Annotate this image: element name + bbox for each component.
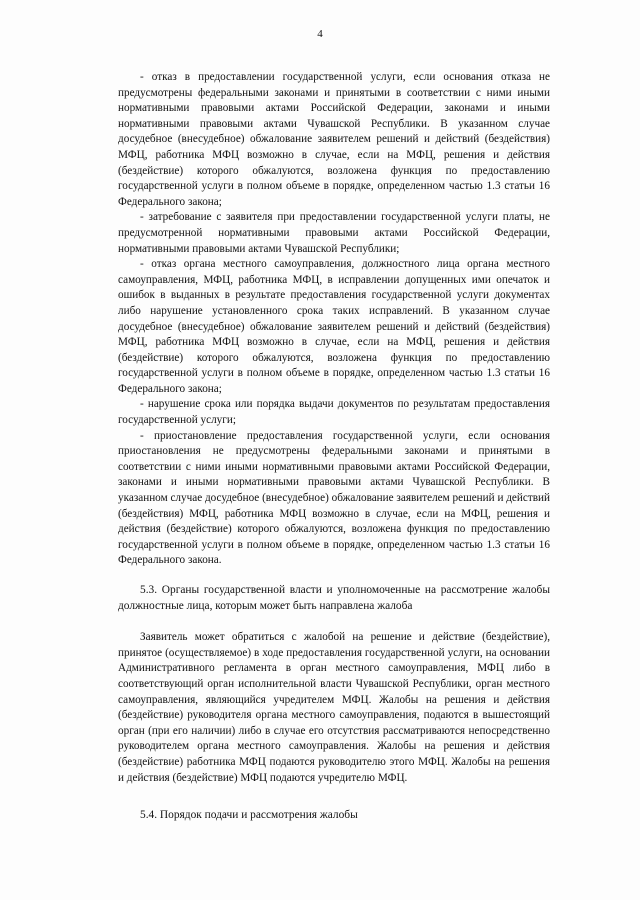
paragraph-fee-demand: - затребование с заявителя при предоставлении государственной услуги платы, не предусмотренной нормативными правовыми актами Российской Федерации, нормативными правовыми актами Чувашской Республики; [118, 211, 550, 255]
section-5-3-body: Заявитель может обратиться с жалобой на решение и действие (бездействие), принятое (осуществляемое) в ходе предоставления государственной услуги, на основании Административного регламента в орган местного самоуправления, МФЦ либо в соответствующий орган исполнительной власти Чувашской Республики, орган местного самоуправления, являющийся учредителем МФЦ. Жалобы на решения и действия (бездействие) руководителя органа местного самоуправления, подаются в вышестоящий орган (при его наличии) либо в случае его отсутствия рассматриваются непосредственно руководителем органа местного самоуправления. Жалобы на решения и действия (бездействие) работника МФЦ подаются руководителю этого МФЦ. Жалобы на решения и действия (бездействие) МФЦ подаются учредителю МФЦ. [118, 631, 550, 784]
paragraph-suspension: - приостановление предоставления государственной услуги, если основания приостановления не предусмотрены федеральными законами и принятыми в соответствии с ними иными нормативными правовыми актами Российской Федерации, законами и иными нормативными правовыми актами Чувашской Республики. В указанном случае досудебное (внесудебное) обжалование заявителем решений и действий (бездействия) МФЦ, работника МФЦ возможно в случае, если на МФЦ, решения и действия (бездействие) которого обжалуются, возложена функция по предоставлению государственной услуги в полном объеме в порядке, определенном частью 1.3 статьи 16 Федерального закона. [118, 429, 550, 567]
paragraph-deadline-violation: - нарушение срока или порядка выдачи документов по результатам предоставления государственной услуги; [118, 398, 550, 427]
section-5-3-heading: 5.3. Органы государственной власти и уполномоченные на рассмотрение жалобы должностные лица, которым может быть направлена жалоба [118, 584, 550, 612]
paragraph-refusal: - отказ в предоставлении государственной услуги, если основания отказа не предусмотрены федеральными законами и принятыми в соответствии с ними иными нормативными правовыми актами Российской Федерации, законами и иными нормативными правовыми актами Чувашской Республики. В указанном случае досудебное (внесудебное) обжалование заявителем решений и действий (бездействия) МФЦ, работника МФЦ возможно в случае, если на МФЦ, решения и действия (бездействие) которого обжалуются, возложена функция по предоставлению государственной услуги в полном объеме в порядке, определенном частью 1.3 статьи 16 Федерального закона; [118, 71, 550, 208]
page-number: 4 [317, 28, 323, 40]
paragraph-correction-refusal: - отказ органа местного самоуправления, должностного лица органа местного самоуправления, МФЦ, работника МФЦ, в исправлении допущенных ими опечаток и ошибок в выданных в результате предоставления государственной услуги документах либо нарушение установленного срока таких исправлений. В указанном случае досудебное (внесудебное) обжалование заявителем решений и действий (бездействия) МФЦ, работника МФЦ возможно в случае, если на МФЦ, решения и действия (бездействие) которого обжалуются, возложена функция по предоставлению государственной услуги в полном объеме в порядке, определенном частью 1.3 статьи 16 Федерального закона; [118, 258, 550, 395]
document-body [118, 70, 550, 824]
section-5-4-heading: 5.4. Порядок подачи и рассмотрения жалобы [140, 809, 358, 822]
section-gap [118, 614, 550, 630]
